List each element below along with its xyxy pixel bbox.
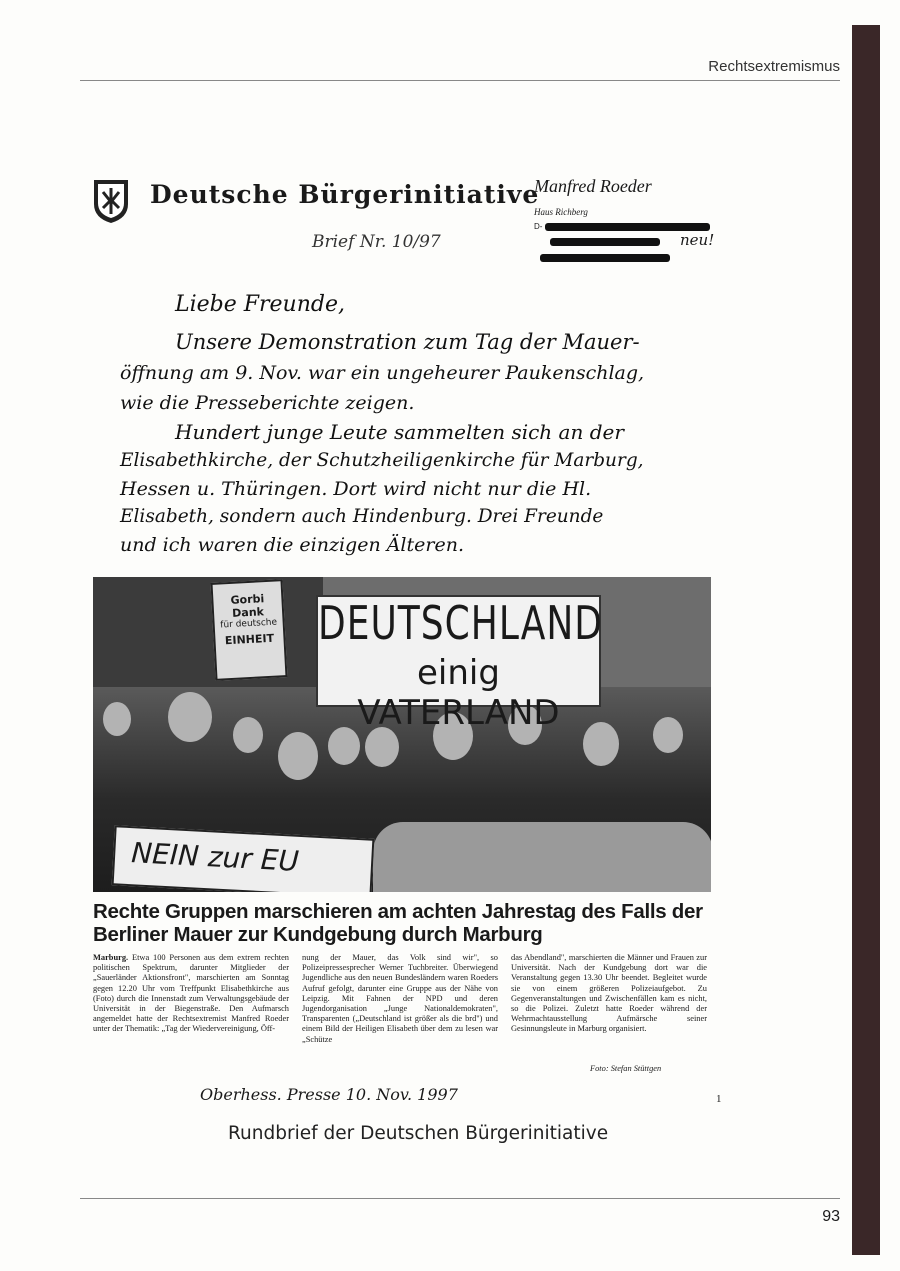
letter-greeting: Liebe Freunde, [175, 292, 345, 317]
org-name: Deutsche Bürgerinitiative [150, 180, 540, 209]
article-column: das Abendland", marschierten die Männer und Frauen zur Universität. Nach der Kundgebung dort war die Veranstaltung gegen 13.30 Uhr beendet. Begleitet wurde sie von einem größeren Polizeiaufgebot. Zu Gegenveranstaltungen und Zwischenfällen kam es nicht, so die Polizei. Zuletzt hatte Roeder während der Wehrmachtausstellung Aufmärsche seiner Gesinnungsleute in Marburg organisiert. [511, 953, 707, 1034]
photo-credit: Foto: Stefan Stüttgen [590, 1064, 662, 1073]
column-text: Etwa 100 Personen aus dem extrem rechten politischen Spektrum, darunter Mitglieder der „Sauerländer Aktionsfront", marschierten am Sonntag gegen 12.20 Uhr vom Treffpunkt Elisabethkirche aus (Foto) durch die Innenstadt zum Verwaltungsgebäude der Universität in der Biegenstraße. Den Aufmarsch angemeldet hatte der Rechtsextremist Manfred Roeder unter der Thematik: „Tag der Wiedervereinigung, Öff- [93, 953, 289, 1034]
sender-name: Manfred Roeder [534, 176, 652, 196]
redaction-bar [540, 254, 670, 262]
protest-sign: Gorbi Dank für deutsche EINHEIT [210, 579, 287, 681]
protest-sign: NEIN zur EU [112, 825, 375, 892]
letter-line: Hundert junge Leute sammelten sich an der [175, 420, 624, 444]
photo-car [373, 822, 711, 892]
letter-line: Unsere Demonstration zum Tag der Mauer- [175, 330, 640, 354]
news-photo [93, 577, 711, 892]
letter-line: öffnung am 9. Nov. war ein ungeheurer Paukenschlag, [120, 362, 645, 384]
letter-line: und ich waren die einzigen Älteren. [120, 534, 464, 556]
dateline: Marburg. [93, 953, 129, 962]
header-divider [80, 80, 840, 81]
banner-line: einig VATERLAND [357, 653, 560, 733]
sender-house: Haus Richberg [534, 207, 588, 217]
page-number: 93 [822, 1208, 840, 1225]
protest-banner [316, 595, 604, 733]
page-marker: 1 [716, 1093, 722, 1105]
section-header: Rechtsextremismus [708, 58, 840, 75]
address-note: neu! [680, 231, 715, 249]
source-note: Oberhess. Presse 10. Nov. 1997 [200, 1085, 458, 1104]
letter-line: Elisabethkirche, der Schutzheiligenkirche für Marburg, [120, 450, 644, 471]
article-column [93, 953, 289, 1035]
letter-line: wie die Presseberichte zeigen. [120, 392, 415, 414]
address-prefix: D- [534, 222, 543, 231]
article-column: nung der Mauer, das Volk sind wir", so Polizeipressesprecher Werner Tuchbreiter. Überwiegend Jugendliche aus den neuen Bundesländern waren Roeders Aufruf gefolgt, darunter eine Gruppe aus der Nähe von Leipzig. Mit Fahnen der NPD und deren Jugendorganisation „Junge Nationaldemokraten", Transparenten („Deutschland ist größer als die brd") und einem Bild der Heiligen Elisabeth über dem zu lesen war „Schütze [302, 953, 498, 1044]
figure-caption: Rundbrief der Deutschen Bürgerinitiative [228, 1123, 609, 1144]
banner-line: DEUTSCHLAND [318, 597, 604, 651]
heraldic-shield-icon [92, 178, 130, 224]
letter-number: Brief Nr. 10/97 [312, 232, 441, 252]
redaction-bar [550, 238, 660, 246]
letter-line: Hessen u. Thüringen. Dort wird nicht nur die Hl. [120, 478, 592, 500]
footer-divider [80, 1198, 840, 1199]
page-edge-bar [852, 25, 880, 1255]
article-headline: Rechte Gruppen marschieren am achten Jahrestag des Falls der Berliner Mauer zur Kundgebung durch Marburg [93, 900, 703, 946]
redaction-bar [545, 223, 710, 231]
letter-line: Elisabeth, sondern auch Hindenburg. Drei Freunde [120, 506, 604, 527]
